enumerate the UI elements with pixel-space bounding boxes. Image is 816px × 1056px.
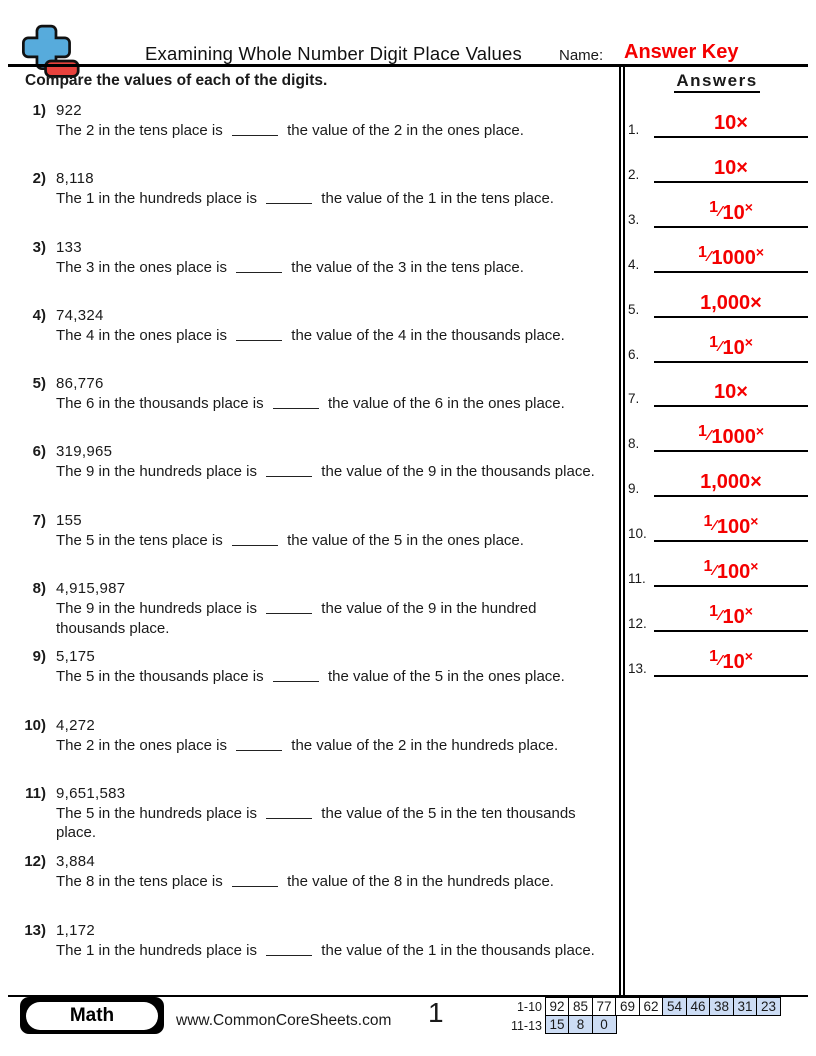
question-value: 1,172 bbox=[56, 921, 96, 939]
question-number: 12) bbox=[24, 853, 46, 871]
answer-value[interactable]: $^1$⁄100× bbox=[654, 510, 808, 542]
column-divider bbox=[619, 67, 625, 995]
question-value: 74,324 bbox=[56, 306, 104, 324]
answer-blank[interactable] bbox=[266, 474, 312, 477]
answer-value[interactable]: 10× bbox=[654, 112, 808, 138]
question-value: 8,118 bbox=[56, 170, 94, 188]
answer-item bbox=[628, 231, 808, 273]
question-item bbox=[14, 169, 614, 237]
question-number: 7) bbox=[32, 511, 46, 529]
answer-blank[interactable] bbox=[266, 953, 312, 956]
answer-value[interactable]: $^1$⁄1000× bbox=[654, 420, 808, 452]
answer-number: 11. bbox=[628, 571, 646, 586]
answer-value[interactable]: $^1$⁄10× bbox=[654, 600, 808, 632]
question-item bbox=[14, 647, 614, 715]
subject-badge bbox=[20, 997, 164, 1034]
question-text: The 1 in the hundreds place is the value of the 1 in the thousands place. bbox=[56, 941, 595, 959]
question-item bbox=[14, 921, 614, 989]
answer-value[interactable]: 1,000× bbox=[654, 471, 808, 497]
answer-blank[interactable] bbox=[266, 201, 312, 204]
score-cell: 69 bbox=[615, 997, 640, 1016]
score-cell: 85 bbox=[568, 997, 593, 1016]
answers-heading: Answers bbox=[622, 71, 812, 91]
answer-number: 8. bbox=[628, 436, 640, 452]
question-value: 319,965 bbox=[56, 443, 113, 461]
answer-item bbox=[628, 186, 808, 228]
answer-item bbox=[628, 635, 808, 677]
question-number: 3) bbox=[32, 238, 46, 256]
answer-item bbox=[628, 96, 808, 138]
answer-value[interactable]: 1,000× bbox=[654, 292, 808, 318]
question-value: 86,776 bbox=[56, 375, 104, 393]
score-cell: 46 bbox=[686, 997, 711, 1016]
answer-number: 1. bbox=[628, 122, 640, 137]
score-cell: 8 bbox=[568, 1015, 593, 1034]
question-value: 4,915,987 bbox=[56, 580, 126, 598]
answer-number: 2. bbox=[628, 166, 640, 182]
worksheet-title: Examining Whole Number Digit Place Values bbox=[145, 43, 522, 64]
name-label: Name: bbox=[559, 47, 604, 64]
answer-blank[interactable] bbox=[266, 816, 312, 819]
question-value: 922 bbox=[56, 102, 82, 119]
answer-blank[interactable] bbox=[232, 543, 278, 546]
question-item bbox=[14, 442, 614, 510]
question-item bbox=[14, 511, 614, 579]
answer-item bbox=[628, 500, 808, 542]
score-cell: 31 bbox=[733, 997, 758, 1016]
answer-value[interactable]: $^1$⁄10× bbox=[654, 645, 808, 677]
answer-item bbox=[628, 276, 808, 318]
score-row bbox=[500, 997, 781, 1016]
answer-value[interactable]: $^1$⁄1000× bbox=[654, 241, 808, 273]
answer-number: 9. bbox=[628, 481, 640, 497]
question-item bbox=[14, 306, 614, 374]
answer-number: 10. bbox=[628, 526, 647, 542]
answer-item bbox=[628, 141, 808, 183]
question-number: 5) bbox=[32, 375, 46, 393]
question-text: The 5 in the thousands place is the value of the 5 in the ones place. bbox=[56, 668, 565, 686]
answer-value[interactable]: $^1$⁄10× bbox=[654, 331, 808, 363]
question-value: 9,651,583 bbox=[56, 784, 126, 802]
answer-item bbox=[628, 455, 808, 497]
answer-item bbox=[628, 321, 808, 363]
answer-number: 6. bbox=[628, 346, 640, 362]
score-row bbox=[500, 1016, 781, 1035]
name-value: Answer Key bbox=[624, 41, 739, 63]
question-text: The 9 in the hundreds place is the value of the 9 in the thousands place. bbox=[56, 463, 595, 481]
question-item bbox=[14, 238, 614, 306]
answer-item bbox=[628, 545, 808, 587]
answer-blank[interactable] bbox=[236, 338, 282, 341]
question-item bbox=[14, 374, 614, 442]
question-text: The 5 in the hundreds place is the value of the 5 in the ten thousands place. bbox=[56, 804, 576, 842]
score-row-label: 1-10 bbox=[516, 999, 542, 1014]
question-item bbox=[14, 784, 614, 852]
instruction-text: Compare the values of each of the digits. bbox=[25, 72, 328, 89]
question-text: The 6 in the thousands place is the value of the 6 in the ones place. bbox=[56, 395, 565, 413]
page-number: 1 bbox=[428, 997, 444, 1028]
question-number: 13) bbox=[24, 921, 46, 939]
score-cell: 62 bbox=[639, 997, 664, 1016]
grading-score-table bbox=[500, 997, 781, 1035]
answer-value[interactable]: 10× bbox=[654, 157, 808, 183]
answer-blank[interactable] bbox=[236, 748, 282, 751]
question-item bbox=[14, 716, 614, 784]
question-number: 8) bbox=[32, 580, 46, 598]
question-text: The 4 in the ones place is the value of the 4 in the thousands place. bbox=[56, 326, 565, 344]
answer-value[interactable]: $^1$⁄10× bbox=[654, 196, 808, 228]
answer-blank[interactable] bbox=[273, 406, 319, 409]
answer-item bbox=[628, 365, 808, 407]
question-number: 1) bbox=[32, 102, 46, 119]
score-cell: 38 bbox=[709, 997, 734, 1016]
answer-blank[interactable] bbox=[232, 884, 278, 887]
question-number: 4) bbox=[32, 306, 46, 324]
question-text: The 9 in the hundreds place is the value of the 9 in the hundred thousands place. bbox=[56, 600, 537, 637]
question-text: The 3 in the ones place is the value of the 3 in the tens place. bbox=[56, 258, 524, 276]
subject-label: Math bbox=[26, 1002, 158, 1030]
score-row-label: 11-13 bbox=[510, 1018, 542, 1033]
score-cell: 0 bbox=[592, 1015, 617, 1034]
question-text: The 2 in the tens place is the value of the 2 in the ones place. bbox=[56, 122, 524, 139]
score-cell: 92 bbox=[545, 997, 570, 1016]
answer-blank[interactable] bbox=[236, 270, 282, 273]
answer-value[interactable]: 10× bbox=[654, 381, 808, 407]
answer-value[interactable]: $^1$⁄100× bbox=[654, 555, 808, 587]
question-list bbox=[14, 101, 614, 989]
question-number: 10) bbox=[24, 716, 46, 734]
question-text: The 8 in the tens place is the value of the 8 in the hundreds place. bbox=[56, 873, 554, 891]
score-cell: 54 bbox=[662, 997, 687, 1016]
question-number: 2) bbox=[32, 170, 46, 188]
score-cell: 77 bbox=[592, 997, 617, 1016]
answer-number: 12. bbox=[628, 615, 647, 631]
question-text: The 2 in the ones place is the value of the 2 in the hundreds place. bbox=[56, 736, 559, 754]
question-text: The 1 in the hundreds place is the value of the 1 in the tens place. bbox=[56, 190, 554, 208]
question-value: 133 bbox=[56, 238, 82, 256]
question-value: 3,884 bbox=[56, 853, 96, 871]
question-number: 9) bbox=[32, 648, 46, 666]
answer-item bbox=[628, 590, 808, 632]
question-value: 5,175 bbox=[56, 648, 96, 666]
score-cell: 23 bbox=[756, 997, 781, 1016]
answer-number: 13. bbox=[628, 660, 647, 676]
website-text: www.CommonCoreSheets.com bbox=[176, 1012, 392, 1029]
question-value: 155 bbox=[56, 511, 82, 529]
question-number: 11) bbox=[25, 784, 46, 802]
header-divider bbox=[8, 64, 808, 67]
question-item bbox=[14, 852, 614, 920]
question-number: 6) bbox=[32, 443, 46, 461]
answer-number: 3. bbox=[628, 211, 640, 227]
answer-number: 4. bbox=[628, 256, 640, 272]
answer-blank[interactable] bbox=[232, 133, 278, 136]
answer-number: 7. bbox=[628, 391, 640, 407]
question-text: The 5 in the tens place is the value of the 5 in the ones place. bbox=[56, 531, 524, 549]
score-cell: 15 bbox=[545, 1015, 570, 1034]
question-item bbox=[14, 101, 614, 169]
answer-blank[interactable] bbox=[273, 679, 319, 682]
answer-number: 5. bbox=[628, 301, 640, 317]
answer-blank[interactable] bbox=[266, 611, 312, 614]
answer-item bbox=[628, 410, 808, 452]
question-value: 4,272 bbox=[56, 716, 96, 734]
question-item bbox=[14, 579, 614, 647]
